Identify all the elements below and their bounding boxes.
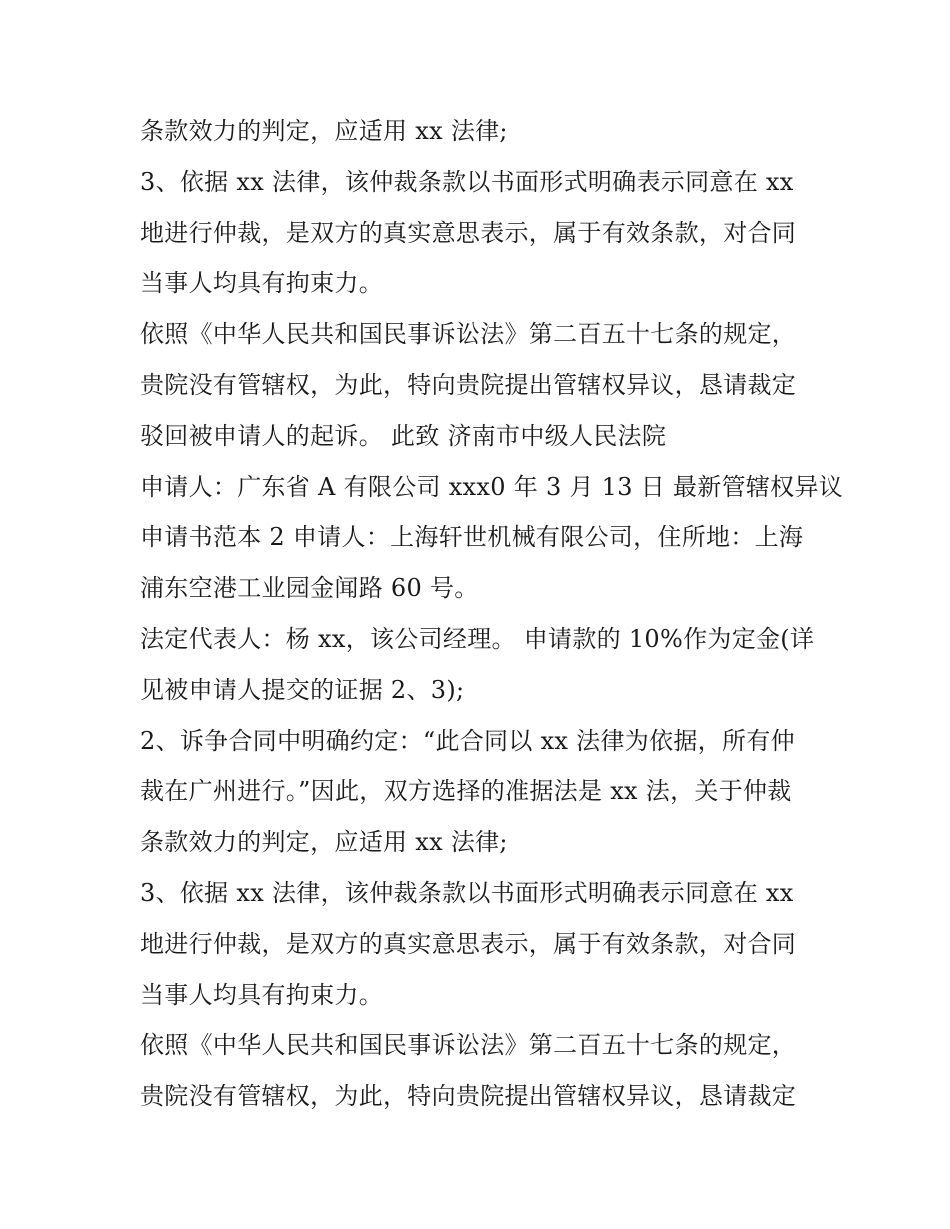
text-line: 2、诉争合同中明确约定：“此合同以 xx 法律为依据，所有仲 — [140, 726, 795, 755]
document-body — [140, 106, 844, 1122]
text-line: 地进行仲裁，是双方的真实意思表示，属于有效条款，对合同 — [140, 218, 797, 247]
text-line: 地进行仲裁，是双方的真实意思表示，属于有效条款，对合同 — [140, 929, 797, 958]
text-line: 驳回被申请人的起诉。 此致 济南市中级人民法院 — [140, 421, 667, 450]
text-line: 当事人均具有拘束力。 — [140, 980, 383, 1009]
text-line: 3、依据 xx 法律，该仲裁条款以书面形式明确表示同意在 xx — [140, 167, 794, 196]
text-line: 依照《中华人民共和国民事诉讼法》第二百五十七条的规定， — [140, 320, 797, 349]
text-line: 贵院没有管辖权，为此，特向贵院提出管辖权异议，恳请裁定 — [140, 1082, 797, 1111]
text-line: 依照《中华人民共和国民事诉讼法》第二百五十七条的规定， — [140, 1031, 797, 1060]
text-line: 法定代表人：杨 xx，该公司经理。 申请款的 10%作为定金(详 — [140, 624, 815, 653]
text-line: 条款效力的判定，应适用 xx 法律; — [140, 828, 508, 857]
text-line: 申请书范本 2 申请人：上海轩世机械有限公司，住所地：上海 — [140, 523, 804, 552]
text-line: 条款效力的判定，应适用 xx 法律; — [140, 117, 508, 145]
text-line: 3、依据 xx 法律，该仲裁条款以书面形式明确表示同意在 xx — [140, 878, 794, 907]
text-line: 见被申请人提交的证据 2、3); — [140, 675, 465, 704]
text-line: 裁在广州进行。”因此，双方选择的准据法是 xx 法，关于仲裁 — [140, 777, 792, 806]
text-line: 申请人：广东省 A 有限公司 xxx0 年 3 月 13 日 最新管辖权异议 — [140, 472, 844, 501]
text-line: 贵院没有管辖权，为此，特向贵院提出管辖权异议，恳请裁定 — [140, 370, 797, 399]
text-line: 浦东空港工业园金闻路 60 号。 — [140, 574, 479, 603]
text-line: 当事人均具有拘束力。 — [140, 269, 383, 298]
